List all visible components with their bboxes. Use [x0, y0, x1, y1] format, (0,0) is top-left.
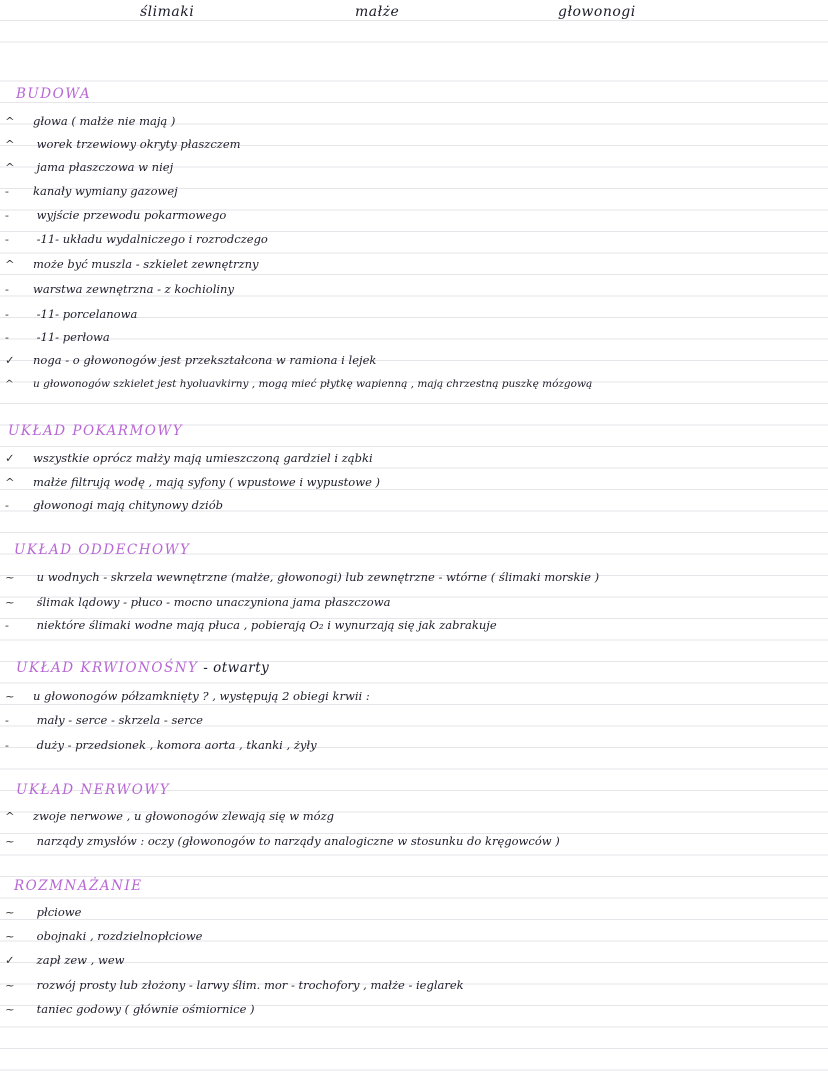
- section-title-rozmnazanie: ROZMNAŻANIE: [14, 878, 143, 894]
- list-item: - niektóre ślimaki wodne mają płuca , pobierają O₂ i wynurzają się jak zabrakuje: [5, 618, 497, 632]
- list-item: ^ u głowonogów szkielet jest hyoluavkirny , mogą mieć płytkę wapienną , mają chrzestną puszkę mózgową: [5, 378, 593, 390]
- section-title-budowa: BUDOWA: [16, 86, 92, 102]
- list-item: - -11- perłowa: [5, 330, 110, 344]
- list-item: - wyjście przewodu pokarmowego: [5, 208, 227, 222]
- list-item: ^ może być muszla - szkielet zewnętrzny: [5, 257, 259, 271]
- list-item: - -11- porcelanowa: [5, 307, 138, 321]
- section-title-nerwowy: UKŁAD NERWOWY: [16, 782, 171, 798]
- list-item: ^ małże filtrują wodę , mają syfony ( wpustowe i wypustowe ): [5, 475, 381, 489]
- list-item: ~ rozwój prosty lub złożony - larwy ślim. mor - trochofory , małże - ieglarek: [5, 978, 464, 992]
- section-title-oddechowy: UKŁAD ODDECHOWY: [14, 542, 191, 558]
- section-title-krwionosny: UKŁAD KRWIONOŚNY - otwarty: [16, 660, 270, 676]
- list-item: ^ głowa ( małże nie mają ): [5, 114, 176, 128]
- list-item: ✓ zapł zew , wew: [5, 953, 125, 967]
- list-item: ~ obojnaki , rozdzielnopłciowe: [5, 929, 203, 943]
- header-col1: ślimaki: [140, 4, 195, 20]
- header-col3: głowonogi: [558, 4, 636, 20]
- list-item: ~ u głowonogów półzamknięty ? , występują 2 obiegi krwii :: [5, 689, 370, 703]
- list-item: ~ narządy zmysłów : oczy (głowonogów to narządy analogiczne w stosunku do kręgowców ): [5, 834, 560, 848]
- list-item: ~ płciowe: [5, 905, 82, 919]
- list-item: ~ taniec godowy ( głównie ośmiornice ): [5, 1002, 255, 1016]
- list-item: - mały - serce - skrzela - serce: [5, 713, 203, 727]
- list-item: - kanały wymiany gazowej: [5, 184, 178, 198]
- list-item: - duży - przedsionek , komora aorta , tkanki , żyły: [5, 738, 317, 752]
- list-item: ^ jama płaszczowa w niej: [5, 160, 174, 174]
- list-item: ~ u wodnych - skrzela wewnętrzne (małże, głowonogi) lub zewnętrzne - wtórne ( ślimaki morskie ): [5, 570, 600, 584]
- list-item: ^ zwoje nerwowe , u głowonogów zlewają się w mózg: [5, 809, 335, 823]
- list-item: ✓ wszystkie oprócz małży mają umieszczoną gardziel i ząbki: [5, 451, 373, 465]
- list-item: - warstwa zewnętrzna - z kochioliny: [5, 282, 234, 296]
- list-item: ^ worek trzewiowy okryty płaszczem: [5, 137, 241, 151]
- list-item: ~ ślimak lądowy - płuco - mocno unaczyniona jama płaszczowa: [5, 595, 391, 609]
- list-item: - -11- układu wydalniczego i rozrodczego: [5, 232, 268, 246]
- section-title-pokarmowy: UKŁAD POKARMOWY: [8, 423, 184, 439]
- list-item: ✓ noga - o głowonogów jest przekształcona w ramiona i lejek: [5, 353, 377, 367]
- header-col2: małże: [355, 4, 400, 20]
- list-item: - głowonogi mają chitynowy dziób: [5, 498, 223, 512]
